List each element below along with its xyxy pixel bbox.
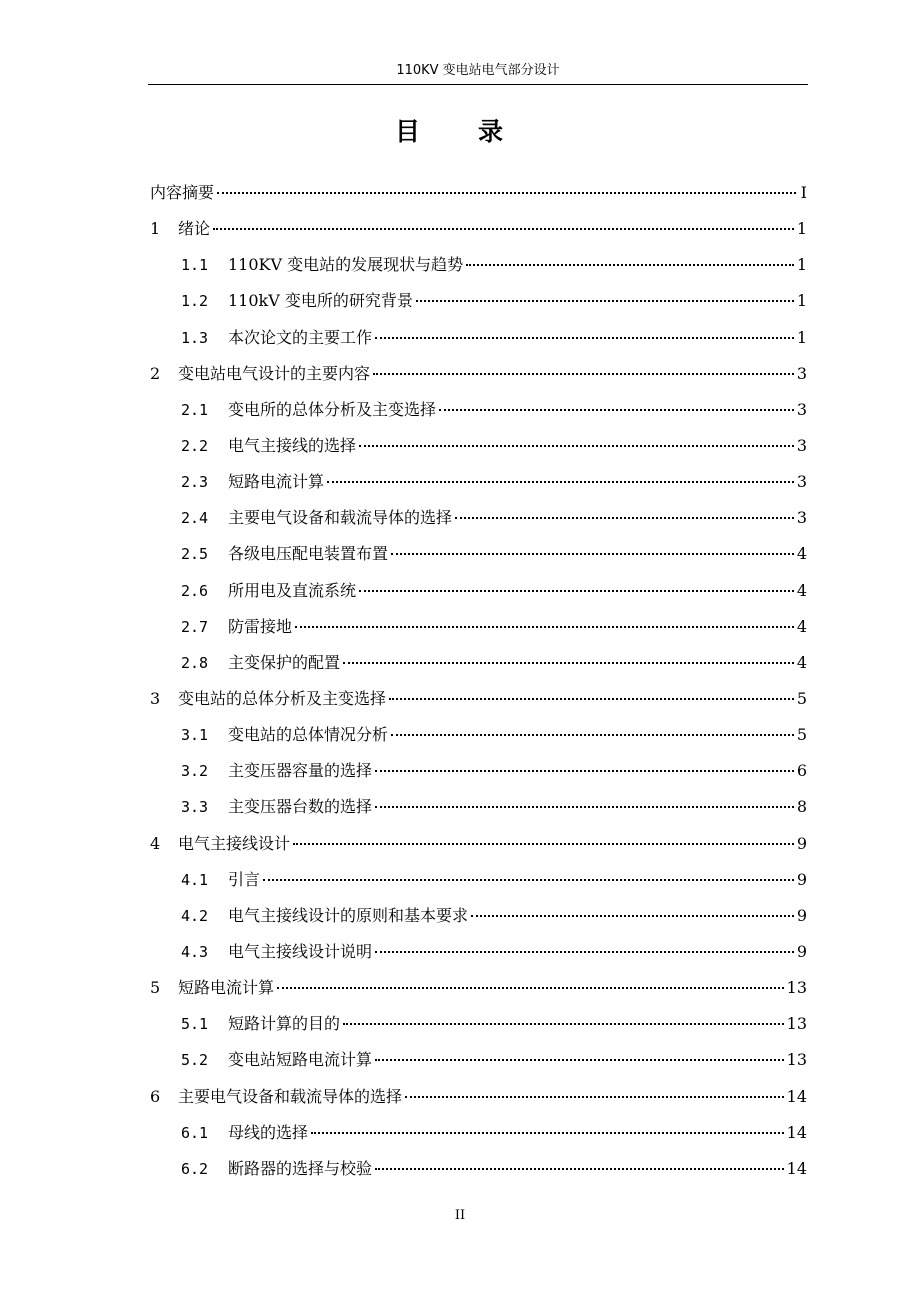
toc-entry-number: 5 (150, 978, 161, 998)
toc-dot-leader (391, 553, 794, 555)
toc-dot-leader (375, 770, 794, 772)
toc-entry-number: 3.3 (181, 798, 209, 817)
toc-entry-label: 电气主接线设计的原则和基本要求 (228, 905, 469, 925)
toc-entry-number: 5.1 (181, 1015, 209, 1034)
toc-title: 目录 (394, 117, 561, 146)
page-number: II (454, 1208, 466, 1223)
toc-entry-label: 断路器的选择与校验 (228, 1158, 373, 1178)
toc-entry[interactable] (150, 681, 807, 717)
toc-entry-number: 2.1 (181, 400, 209, 419)
toc-entry-page: 3 (796, 363, 807, 383)
toc-entry-label: 内容摘要 (150, 183, 215, 202)
toc-entry-label: 主要电气设备和载流导体的选择 (228, 508, 453, 528)
toc-dot-leader (311, 1132, 784, 1134)
toc-dot-leader (295, 626, 794, 628)
toc-entry-page: 8 (796, 797, 807, 817)
toc-dot-leader (359, 590, 794, 592)
toc-entry-page: 6 (796, 761, 807, 781)
toc-entry-page: 4 (796, 652, 807, 672)
toc-entry-page: 13 (786, 1050, 807, 1070)
toc-dot-leader (375, 806, 794, 808)
toc-dot-leader (439, 409, 794, 411)
toc-dot-leader (359, 445, 794, 447)
toc-entry[interactable] (150, 356, 807, 392)
toc-entry-number: 5.2 (181, 1051, 209, 1070)
toc-entry-page: 5 (796, 688, 807, 708)
toc-entry-number: 1.1 (181, 256, 209, 275)
toc-entry[interactable] (150, 898, 807, 934)
toc-entry-label: 110KV 变电站的发展现状与趋势 (228, 255, 464, 275)
toc-entry[interactable] (150, 283, 807, 319)
toc-entry-label: 绪论 (178, 219, 211, 239)
toc-entry[interactable] (150, 536, 807, 572)
toc-entry[interactable] (150, 1006, 807, 1042)
toc-dot-leader (277, 987, 784, 989)
toc-entry[interactable] (150, 717, 807, 753)
toc-entry[interactable] (150, 573, 807, 609)
toc-entry-page: 1 (796, 219, 807, 239)
toc-entry-number: 1.3 (181, 328, 209, 347)
toc-entry[interactable] (150, 645, 807, 681)
toc-entry-page: 9 (796, 833, 807, 853)
toc-entry[interactable] (150, 789, 807, 825)
toc-entry-label: 各级电压配电装置布置 (228, 544, 389, 564)
toc-entry[interactable] (150, 970, 807, 1006)
toc-dot-leader (327, 481, 794, 483)
toc-entry[interactable] (150, 500, 807, 536)
toc-entry-label: 引言 (228, 869, 261, 889)
toc-entry-page: 3 (796, 435, 807, 455)
toc-entry-label: 变电站短路电流计算 (228, 1050, 373, 1070)
toc-entry[interactable] (150, 320, 807, 356)
toc-entry-label: 变电站电气设计的主要内容 (178, 363, 371, 383)
toc-dot-leader (375, 1168, 784, 1170)
toc-entry[interactable] (150, 175, 807, 211)
toc-dot-leader (375, 1059, 784, 1061)
toc-dot-leader (343, 1023, 784, 1025)
toc-entry-number: 2.3 (181, 473, 209, 492)
toc-entry-number: 3.2 (181, 762, 209, 781)
toc-entry-number: 4.2 (181, 906, 209, 925)
toc-dot-leader (471, 915, 794, 917)
toc-entry-label: 变电所的总体分析及主变选择 (228, 399, 437, 419)
toc-entry-label: 变电站的总体分析及主变选择 (178, 688, 387, 708)
toc-dot-leader (213, 228, 794, 230)
toc-entry[interactable] (150, 1042, 807, 1078)
toc-entry-label: 电气主接线设计说明 (228, 941, 373, 961)
toc-entry[interactable] (150, 247, 807, 283)
toc-entry-label: 母线的选择 (228, 1122, 309, 1142)
toc-entry-number: 4 (150, 833, 161, 853)
toc-entry-number: 6.2 (181, 1159, 209, 1178)
toc-dot-leader (375, 337, 794, 339)
running-header: 110KV 变电站电气部分设计 (396, 63, 560, 78)
toc-entry-label: 主变保护的配置 (228, 652, 341, 672)
toc-dot-leader (263, 879, 794, 881)
table-of-contents (150, 175, 807, 1187)
toc-entry-number: 2.5 (181, 545, 209, 564)
toc-dot-leader (343, 662, 794, 664)
toc-entry[interactable] (150, 609, 807, 645)
toc-entry-label: 110kV 变电所的研究背景 (228, 291, 413, 311)
toc-entry-number: 2.8 (181, 653, 209, 672)
toc-dot-leader (389, 698, 794, 700)
toc-entry[interactable] (150, 753, 807, 789)
toc-entry-label: 主变压器台数的选择 (228, 797, 373, 817)
toc-dot-leader (416, 300, 794, 302)
toc-entry[interactable] (150, 1151, 807, 1187)
toc-entry[interactable] (150, 934, 807, 970)
toc-entry[interactable] (150, 392, 807, 428)
toc-entry[interactable] (150, 1079, 807, 1115)
toc-entry[interactable] (150, 428, 807, 464)
toc-entry-page: 9 (796, 905, 807, 925)
toc-entry-label: 短路计算的目的 (228, 1014, 341, 1034)
toc-entry-page: 13 (786, 1014, 807, 1034)
toc-entry-number: 1.2 (181, 292, 209, 311)
toc-entry-number: 2.4 (181, 509, 209, 528)
toc-entry-page: 14 (786, 1122, 807, 1142)
toc-dot-leader (466, 264, 794, 266)
toc-entry-number: 2.6 (181, 581, 209, 600)
toc-dot-leader (405, 1096, 784, 1098)
toc-entry-number: 4.3 (181, 942, 209, 961)
toc-entry-page: 9 (796, 941, 807, 961)
toc-entry-page: 1 (796, 291, 807, 311)
toc-entry-number: 3 (150, 688, 161, 708)
toc-entry[interactable] (150, 826, 807, 862)
toc-entry-page: 14 (786, 1086, 807, 1106)
toc-entry-label: 电气主接线设计 (178, 833, 291, 853)
toc-entry-page: 4 (796, 544, 807, 564)
toc-entry-page: 3 (796, 399, 807, 419)
toc-entry-label: 变电站的总体情况分析 (228, 725, 389, 745)
toc-dot-leader (293, 843, 794, 845)
toc-entry-page: 3 (796, 472, 807, 492)
toc-entry-label: 短路电流计算 (228, 472, 325, 492)
toc-entry[interactable] (150, 464, 807, 500)
toc-entry-number: 6 (150, 1086, 161, 1106)
toc-entry-page: 14 (786, 1158, 807, 1178)
toc-entry-page: 4 (796, 580, 807, 600)
toc-entry-number: 2 (150, 363, 161, 383)
toc-dot-leader (373, 373, 794, 375)
toc-entry-number: 2.7 (181, 617, 209, 636)
toc-entry-label: 电气主接线的选择 (228, 435, 357, 455)
toc-entry-page: 3 (796, 508, 807, 528)
toc-dot-leader (375, 951, 794, 953)
toc-entry-number: 4.1 (181, 870, 209, 889)
toc-entry-page: 4 (796, 616, 807, 636)
toc-entry-number: 6.1 (181, 1123, 209, 1142)
toc-entry-label: 防雷接地 (228, 616, 293, 636)
toc-entry-page: 1 (796, 327, 807, 347)
toc-entry[interactable] (150, 1115, 807, 1151)
toc-entry[interactable] (150, 862, 807, 898)
toc-entry-number: 3.1 (181, 726, 209, 745)
header-rule (148, 84, 808, 85)
toc-dot-leader (455, 517, 794, 519)
toc-entry-number: 2.2 (181, 436, 209, 455)
toc-entry[interactable] (150, 211, 807, 247)
toc-entry-page: 9 (796, 869, 807, 889)
toc-entry-number: 1 (150, 219, 161, 239)
toc-entry-label: 本次论文的主要工作 (228, 327, 373, 347)
toc-dot-leader (391, 734, 794, 736)
toc-entry-page: 13 (786, 978, 807, 998)
toc-entry-label: 主变压器容量的选择 (228, 761, 373, 781)
toc-entry-label: 主要电气设备和载流导体的选择 (178, 1086, 403, 1106)
toc-entry-label: 所用电及直流系统 (228, 580, 357, 600)
toc-dot-leader (217, 192, 796, 194)
toc-entry-label: 短路电流计算 (178, 978, 275, 998)
toc-entry-page: 5 (796, 725, 807, 745)
toc-entry-page: I (800, 183, 807, 202)
toc-entry-page: 1 (796, 255, 807, 275)
